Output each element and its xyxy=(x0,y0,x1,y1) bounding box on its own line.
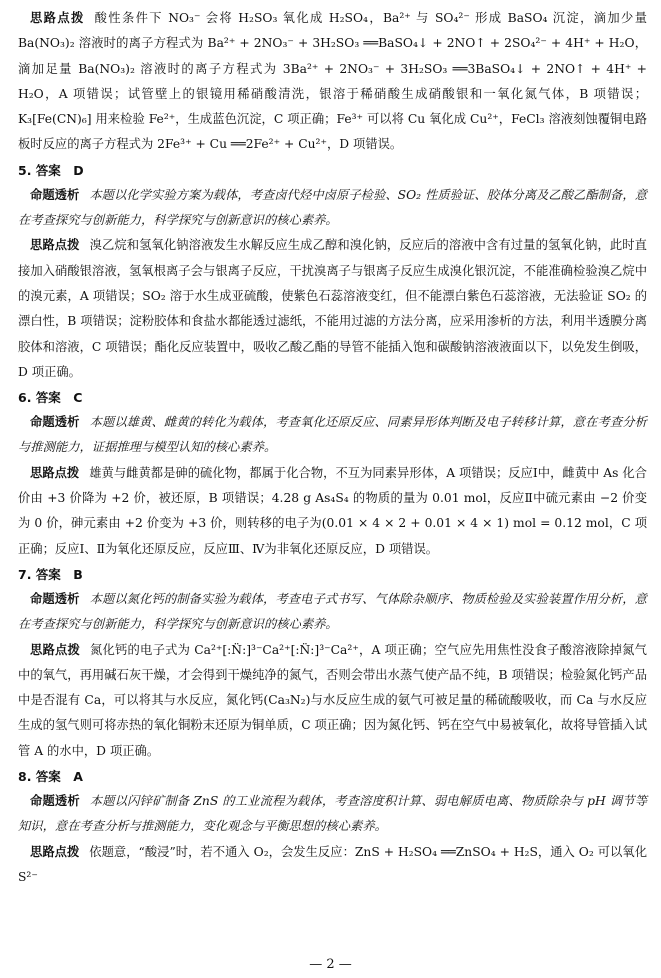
analysis-paragraph xyxy=(18,183,647,234)
paragraph-text: 雄黄与雌黄都是砷的硫化物，都属于化合物，不互为同素异形体，A 项错误；反应Ⅰ中，雌黄中 As 化合价由 +3 价降为 +2 价，被还原，B 项错误；4.28 g As₄S₄ 的物质的量为 0.01 mol，反应Ⅱ中硫元素由 −2 价变为 0 价，砷元素由 +2 价变为 +3 价，则转移的电子为(0.01 × 4 × 2 + 0.01 × 4 × 1) mol = 0.12 mol，C 项正确；反应Ⅰ、Ⅱ为氧化还原反应，反应Ⅲ、Ⅳ为非氧化还原反应，D 项错误。 xyxy=(18,465,647,556)
analysis-paragraph xyxy=(18,587,647,638)
paragraph-text: 本题以化学实验方案为载体，考查卤代烃中卤原子检验、SO₂ 性质验证、胶体分离及乙酸乙酯制备，意在考查探究与创新能力，科学探究与创新意识的核心素养。 xyxy=(18,187,647,228)
section-label: 思路点拨 xyxy=(30,642,81,657)
paragraph-text: 氮化钙的电子式为 Ca²⁺[:N̈:]³⁻Ca²⁺[:N̈:]³⁻Ca²⁺，A 项正确；空气应先用焦性没食子酸溶液除掉氮气中的氧气，再用碱石灰干燥，才会得到干燥纯净的氮气，否则会带出水蒸气使产品不纯，B 项错误；检验氮化钙产品中是否混有 Ca，可以将其与水反应，氮化钙(Ca₃N₂)与水反应生成的氨气可被足量的稀硫酸吸收，而 Ca 与水反应生成的氢气则可将赤热的氧化铜粉末还原为铜单质，C 项正确；因为氮化钙、钙在空气中易被氧化，故将导管插入试管 A 的水中，D 项正确。 xyxy=(18,642,647,758)
answer-heading: 8. 答案 A xyxy=(18,769,83,785)
paragraph-text: 本题以氮化钙的制备实验为载体，考查电子式书写、气体除杂顺序、物质检验及实验装置作用分析，意在考查探究与创新能力，科学探究与创新意识的核心素养。 xyxy=(18,591,647,632)
solution-paragraph xyxy=(18,233,647,385)
section-label: 思路点拨 xyxy=(30,238,80,253)
paragraph-text: 酸性条件下 NO₃⁻ 会将 H₂SO₃ 氧化成 H₂SO₄，Ba²⁺ 与 SO₄²⁻ 形成 BaSO₄ 沉淀，滴加少量 Ba(NO₃)₂ 溶液时的离子方程式为 Ba²⁺ + 2NO₃⁻ + 3H₂SO₃ ══BaSO₄↓ + 2NO↑ + 2SO₄²⁻ + 4H⁺ + H₂O，滴加足量 Ba(NO₃)₂ 溶液时的离子方程式为 3Ba²⁺ + 2NO₃⁻ + 3H₂SO₃ ══3BaSO₄↓ + 2NO↑ + 4H⁺ + H₂O，A 项错误；试管壁上的银镜用稀硝酸清洗，银溶于稀硝酸生成硝酸银和一氧化氮气体，B 项错误；K₃[Fe(CN)₆] 用来检验 Fe²⁺，生成蓝色沉淀，C 项正确；Fe³⁺ 可以将 Cu 氧化成 Cu²⁺，FeCl₃ 溶液刻蚀覆铜电路板时反应的离子方程式为 2Fe³⁺ + Cu ══2Fe²⁺ + Cu²⁺，D 项错误。 xyxy=(18,11,647,152)
answer-heading: 7. 答案 B xyxy=(18,566,83,582)
solution-paragraph xyxy=(18,6,647,158)
page-content xyxy=(18,6,647,890)
solution-paragraph xyxy=(18,638,647,764)
section-label: 思路点拨 xyxy=(30,844,80,859)
paragraph-text: 本题以闪锌矿制备 ZnS 的工业流程为载体，考查溶度积计算、弱电解质电离、物质除杂与 pH 调节等知识，意在考查分析与推测能力，变化观念与平衡思想的核心素养。 xyxy=(18,794,647,834)
paragraph-text: 溴乙烷和氢氧化钠溶液发生水解反应生成乙醇和溴化钠，反应后的溶液中含有过量的氢氧化钠，此时直接加入硝酸银溶液，氢氧根离子会与银离子反应，干扰溴离子与银离子反应生成溴化银沉淀，不能准确检验溴乙烷中的溴元素，A 项错误；SO₂ 溶于水生成亚硫酸，使紫色石蕊溶液变红，但不能漂白紫色石蕊溶液，无法验证 SO₂ 的漂白性，B 项错误；淀粉胶体和食盐水都能透过滤纸，不能用过滤的方法分离，应采用渗析的方法，利用半透膜分离胶体和溶液，C 项错误；酯化反应装置中，吸收乙酸乙酯的导管不能插入饱和碳酸钠溶液液面以下，以免发生倒吸，D 项正确。 xyxy=(18,238,647,379)
section-label: 思路点拨 xyxy=(30,11,85,25)
answer-heading: 6. 答案 C xyxy=(18,390,83,406)
analysis-paragraph xyxy=(18,789,647,840)
analysis-paragraph xyxy=(18,410,647,461)
paragraph-text: 依题意，“酸浸”时，若不通入 O₂，会发生反应：ZnS + H₂SO₄ ══ZnSO₄ + H₂S，通入 O₂ 可以氧化 S²⁻ xyxy=(18,844,647,884)
answer-heading: 5. 答案 D xyxy=(18,162,84,178)
section-label: 命题透析 xyxy=(30,794,80,809)
section-label: 思路点拨 xyxy=(30,465,80,480)
section-label: 命题透析 xyxy=(30,187,80,202)
solution-paragraph xyxy=(18,840,647,891)
solution-paragraph xyxy=(18,461,647,562)
section-label: 命题透析 xyxy=(30,415,80,430)
paragraph-text: 本题以雄黄、雌黄的转化为载体，考查氧化还原反应、同素异形体判断及电子转移计算，意在考查分析与推测能力，证据推理与模型认知的核心素养。 xyxy=(18,415,647,455)
section-label: 命题透析 xyxy=(30,591,80,606)
page-number: — 2 — xyxy=(309,957,352,972)
